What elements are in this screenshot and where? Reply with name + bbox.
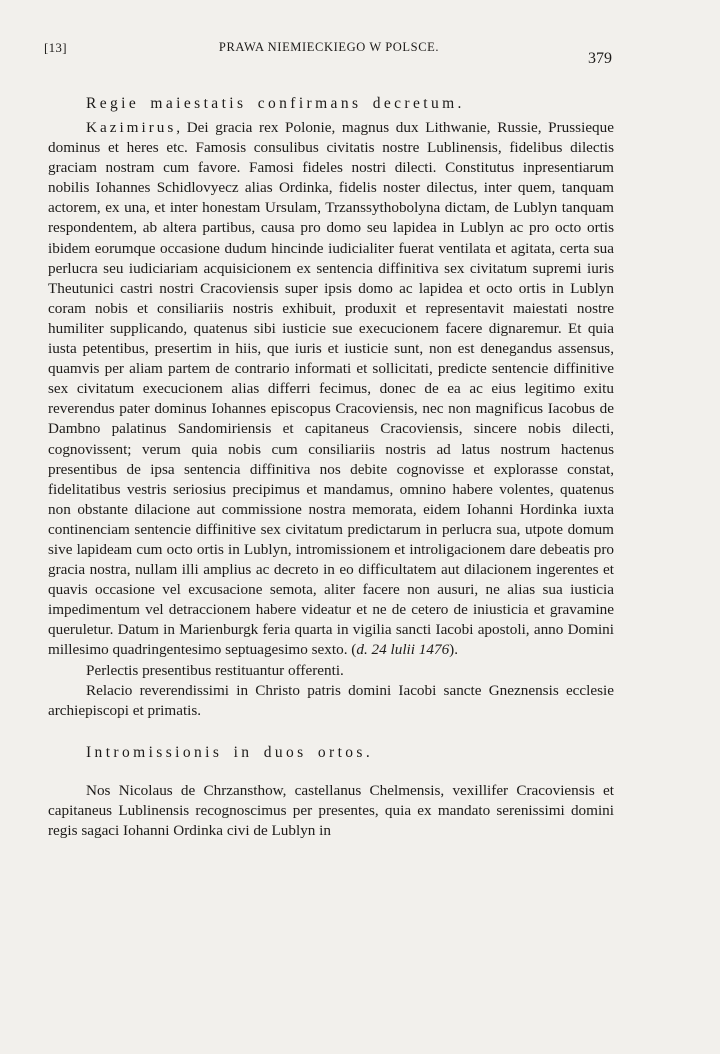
decree-text: , Dei gracia rex Polonie, magnus dux Lithwanie, Russie, Prussieque dominus et heres etc. Famosis consulibus civitatis nostre Lublinensis, fidelibus dilectis graciam nostram cum favore. Famosi fideles nostri dilecti. Constitutus inpresentiarum nobilis Iohannes Schidlovyecz alias Ordinka, fidelis noster dilectus, inter quem, tanquam actorem, ex una, et inter honestam Ursulam, Trzanssythobolyna dictam, de Lublyn tanquam respondentem, ab altera partibus, causa pro domo seu lapidea in Lublyn ac pro octo ortis ibidem eorumque occasione dudum hincinde iudicialiter fuerat ventilata et agitata, certa sua perlucra seu iudiciariam acquisicionem ex sentencia diffinitiva sex civitatum supremi iuris Theutunici castri nostri Cracoviensis super ipsis domo ac lapidea et octo ortis in Lublyn coram nobis et consiliariis nostris exhibuit, produxit et representavit maiestati nostre humiliter supplicando, quatenus sibi iusticie sue execucionem facere dignaremur. Et quia iusta petentibus, presertim in hiis, que iuris et iusticie sunt, non est denegandus assensus, quamvis per aliam partem de contrario informati et sollicitati, predicte sentencie diffinitive sex civitatum execucionem alias differri fecimus, donec de ea ac eius legitimo exitu reverendus pater dominus Iohannes episcopus Cracoviensis, nec non magnificus Iacobus de Dambno palatinus Sandomiriensis et capitaneus Cracoviensis, sincere nobis dilecti, cognovissent; verum quia nobis cum consiliariis nostris ad latus nostrum hactenus presentibus de ipsa sentencia diffinitiva nos debite cognovisse et explorasse constat, fidelitatibus vestris seriosius precipimus et mandamus, omnino habere volentes, quatenus non obstante dilacione aut commissione nostra memorata, eidem Iohanni Hordinka iuxta continenciam sentencie diffinitive sex civitatum predictarum in perlucra sua, utpote domum sive lapideam cum octo ortis in Lublyn, intromissionem et introligacionem dare debeatis pro gracia nostra, nullam illi amplius ac decreto in eo difficultatem aut dilacionem ingerentes et quavis occasione vel excusacione semota, aliter facere non ausuri, ne alias sua iusticia impedimentum vel detraccionem habere videatur et ne de cetero de iniusticia et gravamine queruletur. Datum in Marienburgk feria quarta in vigilia sancti Iacobi apostoli, anno Domini millesimo quadringentesimo septuagesimo sexto. ( bbox=[48, 119, 614, 659]
king-name: Kazimirus bbox=[86, 119, 177, 136]
page-number: 379 bbox=[588, 50, 612, 67]
running-header bbox=[44, 38, 614, 62]
decree-paragraph bbox=[48, 118, 614, 661]
section-heading-decretum: Regie maiestatis confirmans decretum. bbox=[86, 95, 465, 112]
decree-close: ). bbox=[449, 641, 459, 659]
date-note: d. 24 lulii 1476 bbox=[356, 641, 450, 659]
spacer bbox=[48, 721, 614, 743]
page-body bbox=[48, 94, 614, 841]
section-heading-intromissionis: Intromissionis in duos ortos. bbox=[86, 743, 374, 761]
intromission-paragraph: Nos Nicolaus de Chrzansthow, castellanus Chelmensis, vexillifer Cracoviensis et capitaneus Lublinensis recognoscimus per presentes, quia ex mandato serenissimi domini regis sagaci Iohanni Ordinka civi de Lublyn in bbox=[48, 781, 614, 839]
spacer bbox=[48, 767, 614, 781]
note-relacio: Relacio reverendissimi in Christo patris domini Iacobi sancte Gneznensis ecclesie archiepiscopi et primatis. bbox=[48, 681, 614, 719]
note-restituantur: Perlectis presentibus restituantur offerenti. bbox=[86, 661, 344, 679]
section-signature: [13] bbox=[44, 40, 67, 55]
running-title: PRAWA NIEMIECKIEGO W POLSCE. bbox=[218, 40, 440, 54]
